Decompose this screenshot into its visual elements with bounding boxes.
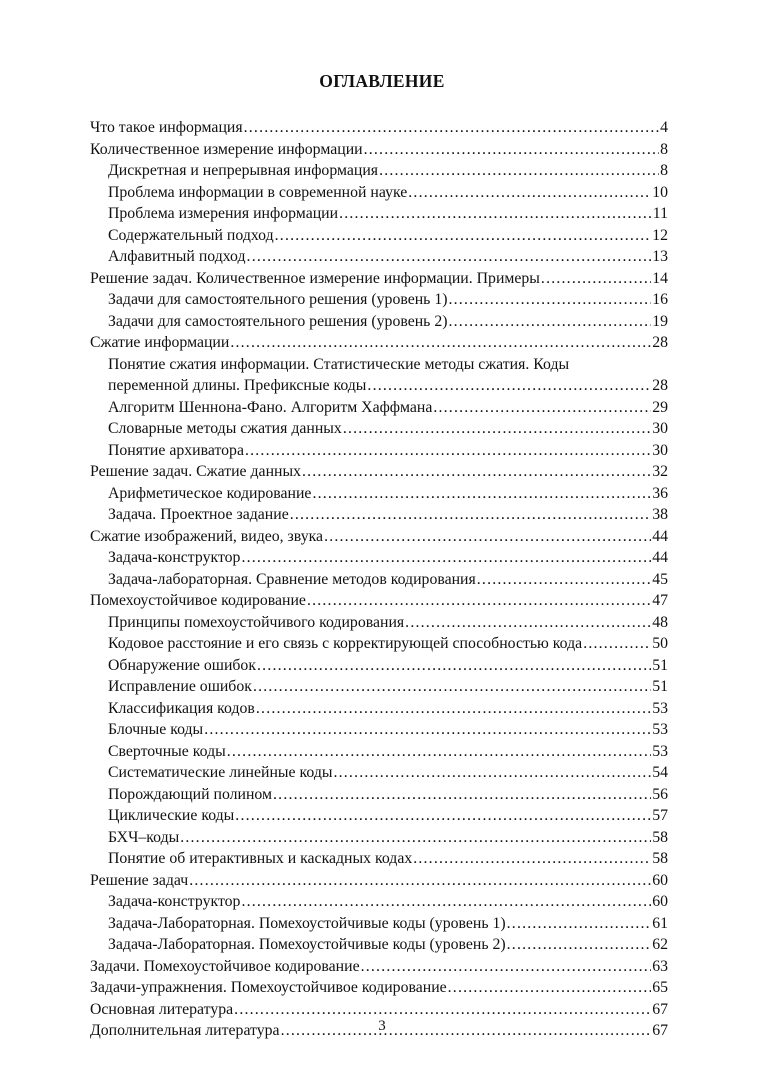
toc-entry[interactable] bbox=[90, 483, 668, 505]
toc-entry-page: 67 bbox=[652, 1022, 668, 1039]
toc-dot-leader bbox=[307, 590, 651, 612]
toc-dot-leader bbox=[541, 268, 651, 290]
toc-entry-page: 36 bbox=[652, 484, 668, 502]
toc-dot-leader bbox=[324, 526, 651, 548]
toc-entry-label: Задачи для самостоятельного решения (уровень 1) bbox=[108, 291, 448, 308]
toc-entry-label: Задача-лабораторная. Сравнение методов кодирования bbox=[108, 570, 476, 588]
toc-entry-label: Кодовое расстояние и его связь с корректирующей способностью кода bbox=[108, 635, 583, 652]
toc-dot-leader bbox=[189, 870, 651, 892]
toc-entry[interactable] bbox=[90, 719, 668, 741]
toc-entry[interactable] bbox=[90, 440, 668, 462]
toc-dot-leader bbox=[361, 956, 652, 978]
toc-entry[interactable] bbox=[90, 569, 668, 591]
toc-entry-label-continued: переменной длины. Префиксные коды bbox=[108, 377, 367, 394]
toc-dot-leader bbox=[241, 891, 651, 913]
toc-entry[interactable] bbox=[90, 590, 668, 612]
toc-entry[interactable] bbox=[90, 117, 668, 139]
toc-entry-page: 11 bbox=[652, 205, 668, 222]
toc-entry[interactable] bbox=[90, 461, 668, 483]
toc-entry-page: 28 bbox=[652, 334, 668, 351]
toc-entry-page: 63 bbox=[652, 957, 668, 975]
toc-dot-leader bbox=[241, 547, 651, 569]
toc-entry[interactable] bbox=[90, 891, 668, 913]
toc-entry[interactable] bbox=[90, 268, 668, 290]
toc-entry-page: 30 bbox=[652, 420, 668, 437]
toc-entry-page: 57 bbox=[652, 807, 668, 824]
toc-dot-leader bbox=[312, 483, 651, 505]
toc-entry-label: Понятие сжатия информации. Статистические методы сжатия. Коды bbox=[108, 355, 570, 373]
toc-entry[interactable] bbox=[90, 354, 668, 397]
toc-entry-page: 67 bbox=[652, 1000, 668, 1018]
toc-dot-leader bbox=[449, 311, 652, 333]
toc-entry-label: Классификация кодов bbox=[108, 699, 255, 717]
toc-entry-label: Задача. Проектное задание bbox=[108, 506, 289, 523]
toc-dot-leader bbox=[405, 612, 651, 634]
toc-entry-label: Систематические линейные коды bbox=[108, 764, 333, 781]
toc-entry[interactable] bbox=[90, 934, 668, 956]
toc-entry-label: Словарные методы сжатия данных bbox=[108, 420, 342, 437]
toc-entry-page: 58 bbox=[652, 850, 668, 867]
toc-entry-label: Сверточные коды bbox=[108, 742, 226, 760]
toc-entry[interactable] bbox=[90, 762, 668, 784]
toc-entry-label: Арифметическое кодирование bbox=[108, 484, 312, 502]
toc-entry[interactable] bbox=[90, 870, 668, 892]
toc-entry-page: 12 bbox=[652, 226, 668, 244]
toc-entry-label: Сжатие информации bbox=[90, 334, 230, 351]
toc-entry-label: Дискретная и непрерывная информация bbox=[108, 162, 379, 179]
page-number: 3 bbox=[378, 1018, 386, 1034]
toc-entry-label: Принципы помехоустойчивого кодирования bbox=[108, 613, 405, 631]
toc-entry-label: Понятие об итерактивных и каскадных кодах bbox=[108, 850, 413, 867]
toc-entry[interactable] bbox=[90, 547, 668, 569]
toc-entry-label: Сжатие изображений, видео, звука bbox=[90, 527, 324, 545]
toc-entry-label: Задача-конструктор bbox=[108, 549, 241, 566]
toc-dot-leader bbox=[257, 655, 651, 677]
toc-entry[interactable] bbox=[90, 999, 668, 1021]
toc-entry-label: Задача-Лабораторная. Помехоустойчивые коды (уровень 2) bbox=[108, 936, 506, 953]
toc-dot-leader bbox=[256, 698, 651, 720]
toc-dot-leader bbox=[247, 246, 652, 268]
toc-entry-page: 53 bbox=[652, 742, 668, 760]
toc-dot-leader bbox=[333, 762, 651, 784]
toc-entry-page: 8 bbox=[660, 162, 668, 179]
toc-entry-page: 65 bbox=[652, 979, 668, 996]
toc-entry-label: Что такое информация bbox=[90, 119, 243, 136]
toc-entry-page: 62 bbox=[652, 936, 668, 953]
toc-entry-page: 47 bbox=[652, 592, 668, 609]
toc-entry[interactable] bbox=[90, 225, 668, 247]
toc-entry[interactable] bbox=[90, 160, 668, 182]
toc-dot-leader bbox=[273, 784, 651, 806]
toc-entry[interactable] bbox=[90, 805, 668, 827]
toc-entry[interactable] bbox=[90, 289, 668, 311]
toc-entry-label: Блочные коды bbox=[108, 721, 204, 738]
toc-entry-label: Задачи-упражнения. Помехоустойчивое кодирование bbox=[90, 979, 447, 996]
toc-entry-page: 32 bbox=[652, 463, 668, 480]
toc-dot-leader bbox=[339, 203, 652, 225]
toc-dot-leader bbox=[408, 182, 651, 204]
toc-entry-label: БХЧ–коды bbox=[108, 828, 180, 846]
toc-dot-leader bbox=[180, 827, 651, 849]
toc-entry-page: 13 bbox=[652, 248, 668, 265]
table-of-contents bbox=[90, 117, 668, 1042]
toc-entry-page: 29 bbox=[652, 398, 668, 416]
toc-entry[interactable] bbox=[90, 526, 668, 548]
toc-entry[interactable] bbox=[90, 418, 668, 440]
toc-dot-leader bbox=[234, 999, 651, 1021]
toc-entry-page: 28 bbox=[652, 377, 668, 394]
toc-entry-page: 44 bbox=[652, 527, 668, 545]
toc-entry[interactable] bbox=[90, 913, 668, 935]
toc-entry-label: Задача-Лабораторная. Помехоустойчивые коды (уровень 1) bbox=[108, 914, 506, 932]
toc-dot-leader bbox=[448, 977, 652, 999]
toc-dot-leader bbox=[275, 225, 652, 247]
toc-entry-page: 19 bbox=[652, 312, 668, 330]
toc-entry-label: Решение задач. Сжатие данных bbox=[90, 463, 301, 480]
toc-dot-leader bbox=[507, 913, 652, 935]
toc-entry-label: Порождающий полином bbox=[108, 785, 273, 803]
toc-entry-label: Проблема информации в современной науке bbox=[108, 183, 408, 201]
toc-entry[interactable] bbox=[90, 741, 668, 763]
toc-entry-page: 51 bbox=[652, 656, 668, 674]
toc-entry[interactable] bbox=[90, 698, 668, 720]
toc-entry-label: Исправление ошибок bbox=[108, 678, 252, 695]
toc-entry-label: Обнаружение ошибок bbox=[108, 656, 257, 674]
toc-entry-page: 8 bbox=[660, 140, 668, 158]
toc-dot-leader bbox=[245, 440, 651, 462]
toc-entry-label: Количественное измерение информации bbox=[90, 140, 363, 158]
toc-entry-page: 16 bbox=[652, 291, 668, 308]
toc-entry-page: 53 bbox=[652, 721, 668, 738]
toc-dot-leader bbox=[364, 139, 659, 161]
toc-entry-page: 53 bbox=[652, 699, 668, 717]
toc-entry-label: Алфавитный подход bbox=[108, 248, 246, 265]
toc-dot-leader bbox=[244, 117, 659, 139]
toc-entry[interactable] bbox=[90, 827, 668, 849]
toc-entry-page: 30 bbox=[652, 441, 668, 459]
toc-entry-page: 60 bbox=[652, 893, 668, 910]
toc-entry-page: 45 bbox=[652, 570, 668, 588]
toc-entry[interactable] bbox=[90, 504, 668, 526]
toc-entry-page: 54 bbox=[652, 764, 668, 781]
page-title: ОГЛАВЛЕНИЕ bbox=[319, 71, 445, 91]
toc-dot-leader bbox=[302, 461, 651, 483]
toc-entry-label: Понятие архиватора bbox=[108, 441, 244, 459]
toc-dot-leader bbox=[290, 504, 652, 526]
toc-entry-label: Помехоустойчивое кодирование bbox=[90, 592, 306, 609]
toc-dot-leader bbox=[235, 805, 651, 827]
toc-dot-leader bbox=[367, 375, 651, 397]
toc-entry-page: 38 bbox=[652, 506, 668, 523]
toc-dot-leader bbox=[379, 160, 659, 182]
toc-entry-page: 56 bbox=[652, 785, 668, 803]
toc-entry-page: 60 bbox=[652, 871, 668, 889]
toc-entry-label: Решение задач bbox=[90, 871, 189, 889]
toc-entry-page: 61 bbox=[652, 914, 668, 932]
toc-entry-label: Решение задач. Количественное измерение информации. Примеры bbox=[90, 269, 540, 287]
toc-dot-leader bbox=[253, 676, 651, 698]
toc-entry-page: 58 bbox=[652, 828, 668, 846]
toc-entry-page: 48 bbox=[652, 613, 668, 631]
toc-entry[interactable] bbox=[90, 246, 668, 268]
toc-dot-leader bbox=[433, 397, 651, 419]
toc-dot-leader bbox=[230, 332, 651, 354]
toc-entry-page: 50 bbox=[652, 635, 668, 652]
toc-entry[interactable] bbox=[90, 397, 668, 419]
toc-entry[interactable] bbox=[90, 139, 668, 161]
toc-entry-label: Дополнительная литература bbox=[90, 1022, 280, 1039]
toc-entry-page: 44 bbox=[652, 549, 668, 566]
toc-entry-page: 4 bbox=[660, 119, 668, 136]
toc-entry[interactable] bbox=[90, 311, 668, 333]
toc-dot-leader bbox=[204, 719, 651, 741]
toc-dot-leader bbox=[343, 418, 651, 440]
toc-entry[interactable] bbox=[90, 848, 668, 870]
toc-entry-page: 14 bbox=[652, 269, 668, 287]
toc-dot-leader bbox=[449, 289, 652, 311]
toc-dot-leader bbox=[413, 848, 651, 870]
toc-entry[interactable] bbox=[90, 784, 668, 806]
toc-entry[interactable] bbox=[90, 332, 668, 354]
toc-entry-label: Циклические коды bbox=[108, 807, 235, 824]
toc-entry-label: Содержательный подход bbox=[108, 226, 274, 244]
toc-entry-label: Задачи. Помехоустойчивое кодирование bbox=[90, 957, 360, 975]
toc-entry-label: Основная литература bbox=[90, 1000, 234, 1018]
toc-entry[interactable] bbox=[90, 977, 668, 999]
toc-dot-leader bbox=[477, 569, 651, 591]
toc-entry[interactable] bbox=[90, 182, 668, 204]
toc-entry-label: Проблема измерения информации bbox=[108, 205, 339, 222]
toc-entry[interactable] bbox=[90, 612, 668, 634]
toc-entry[interactable] bbox=[90, 655, 668, 677]
toc-entry-label: Задача-конструктор bbox=[108, 893, 241, 910]
toc-entry-page: 10 bbox=[652, 183, 668, 201]
toc-entry[interactable] bbox=[90, 956, 668, 978]
toc-entry-page: 51 bbox=[652, 678, 668, 695]
toc-entry[interactable] bbox=[90, 633, 668, 655]
toc-dot-leader bbox=[583, 633, 651, 655]
toc-entry-label: Алгоритм Шеннона-Фано. Алгоритм Хаффмана bbox=[108, 398, 433, 416]
toc-dot-leader bbox=[227, 741, 651, 763]
toc-dot-leader bbox=[507, 934, 652, 956]
toc-entry-label: Задачи для самостоятельного решения (уровень 2) bbox=[108, 312, 448, 330]
toc-entry[interactable] bbox=[90, 203, 668, 225]
toc-entry[interactable] bbox=[90, 676, 668, 698]
